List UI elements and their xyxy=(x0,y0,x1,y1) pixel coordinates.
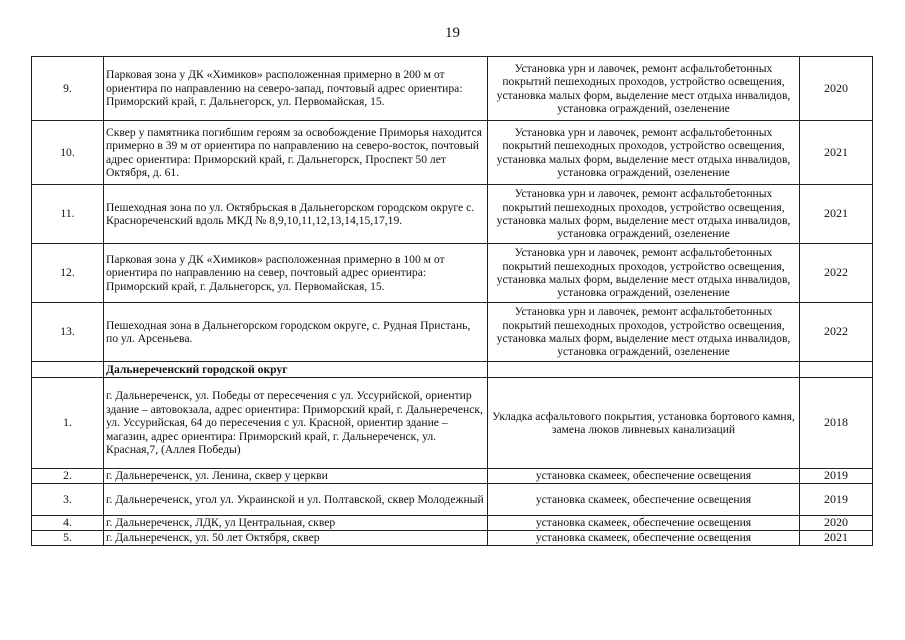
table-row xyxy=(32,531,873,546)
row-number: 5. xyxy=(32,531,104,546)
table-row xyxy=(32,57,873,121)
table-row xyxy=(32,516,873,531)
table-row xyxy=(32,244,873,303)
work-types: Укладка асфальтового покрытия, установка бортового камня, замена люков ливневых канализаций xyxy=(488,378,800,469)
table-row xyxy=(32,484,873,516)
row-number: 10. xyxy=(32,121,104,185)
object-address: Парковая зона у ДК «Химиков» расположенная примерно в 200 м от ориентира по направлению на северо-запад, почтовый адрес ориентира: Приморский край, г. Дальнегорск, ул. Первомайская, 15. xyxy=(104,57,488,121)
row-number: 3. xyxy=(32,484,104,516)
object-address: Сквер у памятника погибшим героям за освобождение Приморья находится примерно в 39 м от ориентира по направлению на северо-восток, почтовый адрес ориентира: Приморский край, г. Дальнегорск, Проспект 50 лет Октября, д. 61. xyxy=(104,121,488,185)
improvement-table xyxy=(31,56,873,546)
section-title: Дальнереченский городской округ xyxy=(104,362,488,378)
year: 2020 xyxy=(800,57,873,121)
year: 2021 xyxy=(800,121,873,185)
row-number: 12. xyxy=(32,244,104,303)
work-types: Установка урн и лавочек, ремонт асфальтобетонных покрытий пешеходных проходов, устройство освещения, установка малых форм, выделение мест отдыха инвалидов, установка ограждений, озеленение xyxy=(488,121,800,185)
year: 2021 xyxy=(800,531,873,546)
section-works-cell xyxy=(488,362,800,378)
section-num-cell xyxy=(32,362,104,378)
work-types: установка скамеек, обеспечение освещения xyxy=(488,516,800,531)
table-row xyxy=(32,378,873,469)
year: 2020 xyxy=(800,516,873,531)
object-address: Пешеходная зона по ул. Октябрьская в Дальнегорском городском округе с. Краснореченский вдоль МКД № 8,9,10,11,12,13,14,15,17,19. xyxy=(104,185,488,244)
work-types: установка скамеек, обеспечение освещения xyxy=(488,484,800,516)
year: 2019 xyxy=(800,469,873,484)
object-address: г. Дальнереченск, ул. 50 лет Октября, сквер xyxy=(104,531,488,546)
object-address: г. Дальнереченск, ЛДК, ул Центральная, сквер xyxy=(104,516,488,531)
object-address: г. Дальнереченск, ул. Победы от пересечения с ул. Уссурийской, ориентир здание – автовокзала, адрес ориентира: Приморский край, г. Дальнереченск, ул. Уссурийская, 64 до пересечения с ул. Красной, ориентир здание – магазин, адрес ориентира: Приморский край, г. Дальнереченск, ул. Красная,7, (Аллея Победы) xyxy=(104,378,488,469)
table-row xyxy=(32,303,873,362)
row-number: 1. xyxy=(32,378,104,469)
table-row xyxy=(32,469,873,484)
work-types: Установка урн и лавочек, ремонт асфальтобетонных покрытий пешеходных проходов, устройство освещения, установка малых форм, выделение мест отдыха инвалидов, установка ограждений, озеленение xyxy=(488,244,800,303)
row-number: 2. xyxy=(32,469,104,484)
work-types: установка скамеек, обеспечение освещения xyxy=(488,531,800,546)
work-types: установка скамеек, обеспечение освещения xyxy=(488,469,800,484)
row-number: 4. xyxy=(32,516,104,531)
object-address: Пешеходная зона в Дальнегорском городском округе, с. Рудная Пристань, по ул. Арсеньева. xyxy=(104,303,488,362)
section-row xyxy=(32,362,873,378)
year: 2022 xyxy=(800,244,873,303)
table-row xyxy=(32,185,873,244)
object-address: г. Дальнереченск, ул. Ленина, сквер у церкви xyxy=(104,469,488,484)
year: 2022 xyxy=(800,303,873,362)
row-number: 9. xyxy=(32,57,104,121)
page-number: 19 xyxy=(445,25,460,41)
table-row xyxy=(32,121,873,185)
work-types: Установка урн и лавочек, ремонт асфальтобетонных покрытий пешеходных проходов, устройство освещения, установка малых форм, выделение мест отдыха инвалидов, установка ограждений, озеленение xyxy=(488,185,800,244)
row-number: 13. xyxy=(32,303,104,362)
object-address: Парковая зона у ДК «Химиков» расположенная примерно в 100 м от ориентира по направлению на север, почтовый адрес ориентира: Приморский край, г. Дальнегорск, ул. Первомайская, 15. xyxy=(104,244,488,303)
object-address: г. Дальнереченск, угол ул. Украинской и ул. Полтавской, сквер Молодежный xyxy=(104,484,488,516)
row-number: 11. xyxy=(32,185,104,244)
section-year-cell xyxy=(800,362,873,378)
year: 2018 xyxy=(800,378,873,469)
year: 2021 xyxy=(800,185,873,244)
year: 2019 xyxy=(800,484,873,516)
work-types: Установка урн и лавочек, ремонт асфальтобетонных покрытий пешеходных проходов, устройство освещения, установка малых форм, выделение мест отдыха инвалидов, установка ограждений, озеленение xyxy=(488,303,800,362)
work-types: Установка урн и лавочек, ремонт асфальтобетонных покрытий пешеходных проходов, устройство освещения, установка малых форм, выделение мест отдыха инвалидов, установка ограждений, озеленение xyxy=(488,57,800,121)
